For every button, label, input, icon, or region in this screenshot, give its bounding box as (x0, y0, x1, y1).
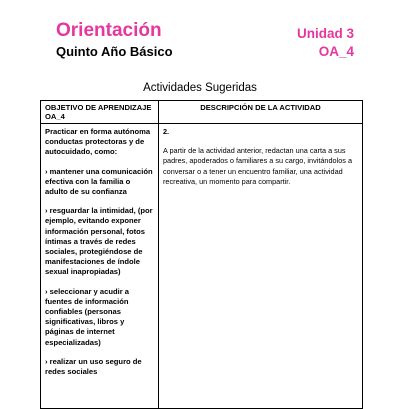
objective-column-header: OBJETIVO DE APRENDIZAJE OA_4 (41, 101, 159, 124)
objective-item: › seleccionar y acudir a fuentes de información confiables (personas significativas, libros y páginas de internet especializadas) (45, 286, 129, 347)
activity-description: A partir de la actividad anterior, redactan una carta a sus padres, apoderados o familiares a su cargo, invitándolos a conversar o a tener un encuentro familiar, una actividad recreativa, un momento para compartir. (163, 145, 353, 187)
objective-intro: Practicar en forma autónoma conductas protectoras y de autocuidado, como: (45, 127, 151, 157)
activity-cell (159, 124, 363, 409)
objective-cell (41, 124, 159, 409)
table-row (41, 124, 363, 409)
section-title: Actividades Sugeridas (143, 82, 257, 94)
table-header-row (41, 101, 363, 124)
grade-level: Quinto Año Básico (56, 44, 173, 59)
subject-title: Orientación (56, 20, 162, 41)
unit-label: Unidad 3 (296, 26, 354, 41)
objective-item: › resguardar la intimidad, (por ejemplo, evitando exponer información personal, fotos íntimas a través de redes sociales, protegiéndose de manifestaciones de índole sexual inapropiadas) (45, 206, 153, 277)
objective-code: OA_4 (318, 44, 354, 59)
description-column-header: DESCRIPCIÓN DE LA ACTIVIDAD (159, 101, 363, 124)
activity-number: 2. (163, 127, 170, 136)
objective-item: › realizar un uso seguro de redes sociales (45, 356, 142, 377)
objective-item: › mantener una comunicación efectiva con la familia o adulto de su confianza (45, 166, 153, 197)
activities-table (40, 100, 363, 409)
